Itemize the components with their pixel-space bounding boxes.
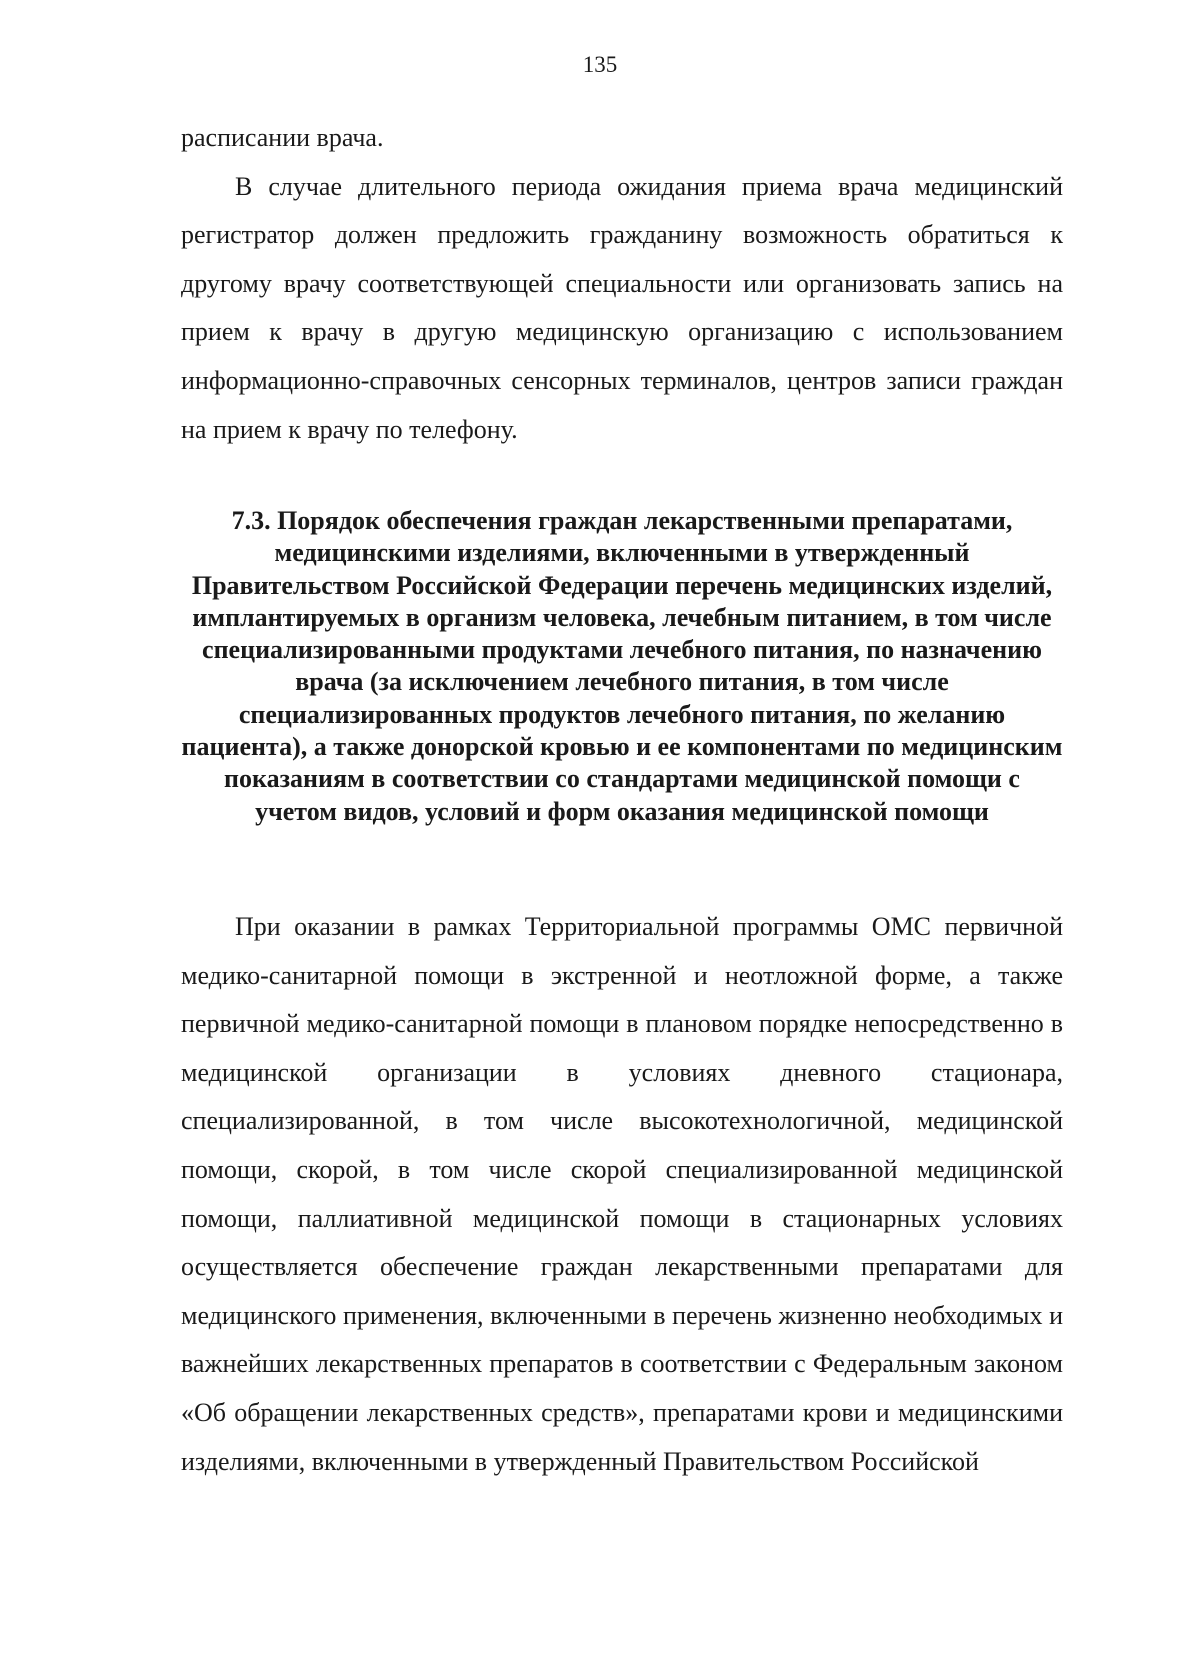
paragraph-waiting-period: В случае длительного периода ожидания приема врача медицинский регистратор должен предложить гражданину возможность обратиться к другому врачу соответствующей специальности или организовать запись на прием к врачу в другую медицинскую организацию с использованием информационно-справочных сенсорных терминалов, центров записи граждан на прием к врачу по телефону. <box>181 171 1063 444</box>
text-block-after-heading <box>181 903 1063 1486</box>
text-block-before-heading <box>181 114 1063 454</box>
page-number: 135 <box>582 52 618 77</box>
paragraph-provision: При оказании в рамках Территориальной программы ОМС первичной медико-санитарной помощи в экстренной и неотложной форме, а также первичной медико-санитарной помощи в плановом порядке непосредственно в медицинской организации в условиях дневного стационара, специализированной, в том числе высокотехнологичной, медицинской помощи, скорой, в том числе скорой специализированной медицинской помощи, паллиативной медицинской помощи в стационарных условиях осуществляется обеспечение граждан лекарственными препаратами для медицинского применения, включенными в перечень жизненно необходимых и важнейших лекарственных препаратов в соответствии с Федеральным законом «Об обращении лекарственных средств», препаратами крови и медицинскими изделиями, включенными в утвержденный Правительством Российской <box>181 912 1063 1476</box>
paragraph-continuation: расписании врача. <box>181 123 384 152</box>
section-heading: 7.3. Порядок обеспечения граждан лекарственными препаратами, медицинскими изделиями, включенными в утвержденный Правительством Российской Федерации перечень медицинских изделий, имплантируемых в организм человека, лечебным питанием, в том числе специализированными продуктами лечебного питания, по назначению врача (за исключением лечебного питания, в том числе специализированных продуктов лечебного питания, по желанию пациента), а также донорской кровью и ее компонентами по медицинским показаниям в соответствии со стандартами медицинской помощи с учетом видов, условий и форм оказания медицинской помощи <box>181 506 1063 826</box>
